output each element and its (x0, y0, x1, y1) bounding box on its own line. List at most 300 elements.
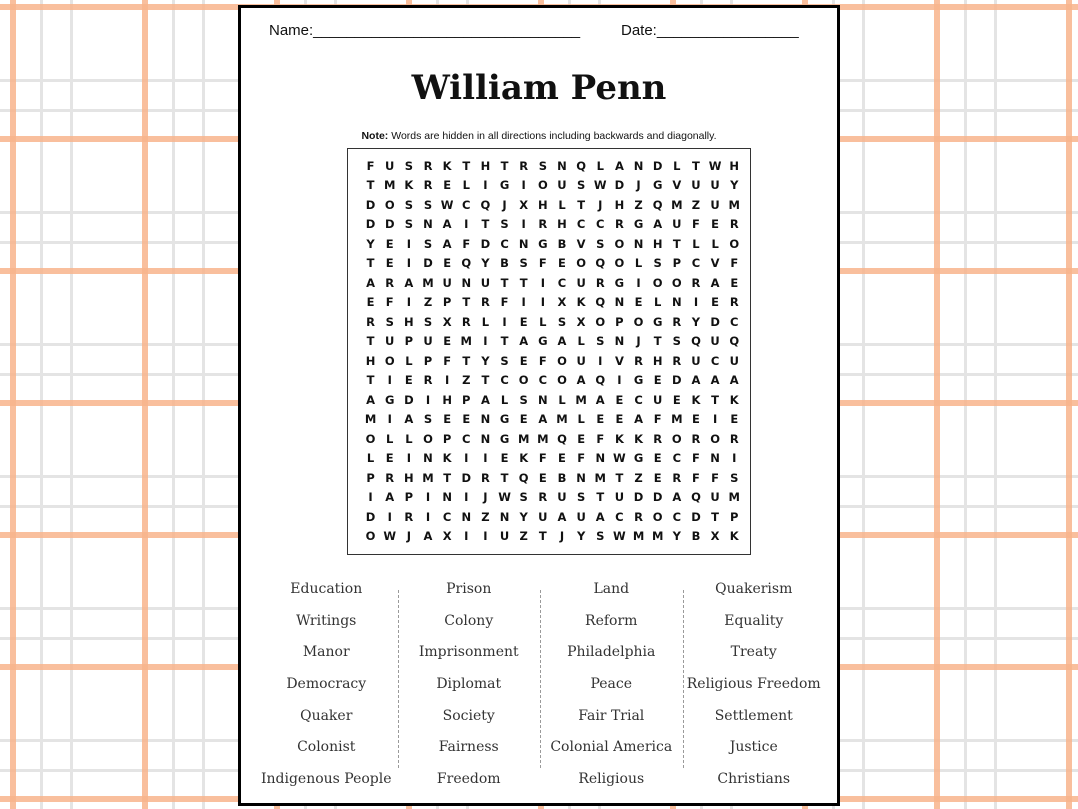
grid-letter: F (653, 412, 662, 427)
grid-row (361, 390, 744, 410)
word-bank-item: Reform (585, 612, 638, 629)
grid-letter: L (405, 353, 413, 368)
worksheet (238, 5, 840, 806)
grid-row (361, 429, 744, 449)
grid-letter: I (387, 373, 392, 388)
grid-letters (361, 156, 744, 546)
grid-letter: N (614, 295, 625, 310)
grid-letter: E (385, 256, 394, 271)
grid-letter: E (366, 295, 375, 310)
grid-letter: K (729, 529, 739, 544)
grid-letter: B (691, 529, 701, 544)
grid-letter: E (443, 178, 452, 193)
grid-letter: O (384, 353, 395, 368)
grid-letter: L (558, 197, 566, 212)
grid-letter: E (519, 353, 528, 368)
grid-letter: F (692, 451, 700, 466)
grid-letter: S (404, 197, 413, 212)
grid-letter: D (633, 490, 644, 505)
grid-letter: E (615, 392, 624, 407)
grid-letter: G (633, 451, 644, 466)
grid-letter: T (481, 217, 490, 232)
grid-letter: O (518, 373, 529, 388)
grid-letter: M (671, 197, 683, 212)
grid-letter: H (404, 314, 414, 329)
grid-letter: E (730, 412, 739, 427)
grid-letter: J (636, 334, 641, 349)
grid-letter: T (711, 392, 720, 407)
name-field: Name:________________________________ (269, 22, 581, 39)
grid-letter: T (653, 334, 662, 349)
grid-letter: I (483, 334, 488, 349)
grid-letter: I (425, 509, 431, 524)
grid-letter: R (729, 295, 739, 310)
grid-letter: X (710, 529, 720, 544)
grid-letter: U (480, 275, 491, 290)
grid-letter: O (614, 236, 625, 251)
grid-letter: I (483, 178, 488, 193)
grid-letter: D (614, 178, 625, 193)
grid-letter: M (517, 431, 530, 446)
grid-letter: E (519, 314, 528, 329)
grid-letter: N (633, 158, 644, 173)
grid-letter: O (365, 431, 376, 446)
grid-letter: I (732, 451, 737, 466)
grid-letter: I (444, 373, 450, 388)
grid-letter: E (443, 334, 452, 349)
word-bank-item: Imprisonment (418, 644, 519, 661)
grid-letter: J (598, 197, 603, 212)
grid-letter: E (730, 275, 739, 290)
grid-letter: K (634, 431, 643, 446)
word-bank-item: Peace (590, 676, 633, 693)
grid-letter: P (442, 431, 452, 446)
grid-row (361, 195, 744, 215)
word-search-grid (347, 148, 751, 555)
grid-letter: A (404, 275, 414, 290)
grid-letter: N (480, 431, 491, 446)
grid-letter: N (595, 451, 606, 466)
grid-letter: K (442, 451, 452, 466)
grid-letter: F (692, 470, 700, 485)
grid-letter: N (633, 236, 644, 251)
grid-letter: C (730, 314, 739, 329)
grid-letter: I (540, 295, 545, 310)
grid-letter: C (538, 373, 548, 388)
grid-letter: S (730, 470, 739, 485)
grid-letter: T (596, 490, 605, 505)
grid-letter: Q (595, 256, 606, 271)
grid-letter: Q (557, 431, 567, 446)
grid-letter: O (652, 275, 663, 290)
grid-letter: A (614, 158, 624, 173)
grid-letter: V (576, 236, 586, 251)
grid-letter: I (425, 490, 431, 505)
word-bank-item: Writings (296, 612, 357, 629)
grid-letter: Z (462, 373, 471, 388)
grid-letter: E (558, 451, 566, 466)
grid-letter: D (652, 158, 663, 173)
grid-letter: U (557, 178, 567, 193)
grid-letter: T (481, 373, 490, 388)
grid-letter: L (481, 314, 490, 329)
grid-letter: M (383, 178, 396, 193)
grid-letter: Q (576, 158, 586, 173)
grid-letter: U (614, 490, 625, 505)
grid-letter: C (710, 353, 720, 368)
grid-letter: E (443, 412, 452, 427)
grid-letter: U (672, 217, 682, 232)
grid-letter: A (538, 412, 548, 427)
word-bank-item: Treaty (730, 644, 777, 661)
page-title: William Penn (411, 68, 667, 108)
grid-letter: I (406, 451, 411, 466)
grid-letter: U (538, 509, 548, 524)
grid-row (361, 527, 744, 547)
grid-row (361, 351, 744, 371)
grid-letter: Z (634, 197, 643, 212)
grid-letter: I (464, 451, 469, 466)
grid-letter: S (576, 490, 586, 505)
grid-letter: U (710, 197, 720, 212)
grid-letter: J (636, 178, 641, 193)
grid-letter: W (440, 197, 454, 212)
grid-letter: H (652, 353, 663, 368)
grid-letter: M (556, 412, 568, 427)
grid-letter: M (671, 412, 683, 427)
grid-letter: H (538, 197, 548, 212)
grid-letter: P (462, 392, 471, 407)
grid-letter: M (422, 275, 434, 290)
grid-letter: C (615, 509, 624, 524)
grid-letter: N (461, 509, 472, 524)
grid-letter: D (672, 373, 682, 388)
grid-letter: Q (595, 373, 606, 388)
grid-letter: M (364, 412, 377, 427)
grid-letter: I (406, 236, 411, 251)
grid-row (361, 371, 744, 391)
grid-letter: S (404, 158, 413, 173)
grid-letter: E (653, 470, 662, 485)
grid-letter: U (385, 158, 395, 173)
grid-letter: D (461, 470, 472, 485)
grid-row (361, 488, 744, 508)
grid-row (361, 468, 744, 488)
grid-letter: C (462, 431, 471, 446)
word-bank-column (255, 574, 398, 788)
grid-letter: M (422, 470, 434, 485)
grid-letter: A (710, 275, 720, 290)
grid-letter: L (462, 178, 470, 193)
instructions-note (241, 130, 837, 142)
grid-letter: Y (519, 509, 528, 524)
grid-letter: Q (652, 197, 663, 212)
word-bank (255, 574, 825, 788)
grid-letter: P (442, 295, 452, 310)
grid-letter: M (575, 392, 587, 407)
grid-letter: E (653, 451, 662, 466)
grid-letter: О (710, 431, 720, 446)
grid-letter: U (442, 275, 452, 290)
grid-letter: T (500, 334, 509, 349)
grid-letter: R (634, 353, 643, 368)
grid-letter: A (557, 509, 567, 524)
grid-letter: T (366, 334, 375, 349)
grid-letter: Q (729, 334, 740, 349)
grid-letter: D (365, 509, 376, 524)
grid-letter: K (614, 431, 624, 446)
grid-letter: I (406, 295, 411, 310)
grid-letter: R (538, 490, 548, 505)
grid-letter: A (595, 509, 605, 524)
grid-letter: S (423, 412, 433, 427)
grid-letter: T (672, 236, 681, 251)
grid-letter: N (423, 217, 433, 232)
grid-letter: E (519, 412, 528, 427)
grid-letter: O (614, 256, 625, 271)
grid-row (361, 234, 744, 254)
grid-letter: D (384, 217, 395, 232)
grid-letter: S (596, 529, 605, 544)
word-bank-item: Diplomat (436, 676, 502, 693)
grid-letter: C (672, 451, 682, 466)
grid-letter: U (710, 178, 720, 193)
grid-letter: T (577, 197, 586, 212)
grid-letter: Y (366, 236, 375, 251)
grid-row (361, 312, 744, 332)
grid-letter: I (483, 451, 488, 466)
grid-letter: I (483, 529, 488, 544)
grid-letter: P (404, 334, 414, 349)
grid-letter: R (423, 373, 433, 388)
grid-letter: V (710, 256, 720, 271)
grid-letter: S (653, 256, 662, 271)
grid-letter: O (365, 529, 376, 544)
grid-letter: C (596, 217, 605, 232)
word-bank-item: Religious Freedom (686, 676, 821, 693)
grid-letter: I (464, 217, 469, 232)
grid-letter: M (632, 529, 645, 544)
grid-letter: B (557, 236, 567, 251)
grid-letter: I (521, 178, 526, 193)
grid-letter: S (672, 334, 681, 349)
grid-letter: F (596, 431, 605, 446)
grid-letter: W (383, 529, 397, 544)
grid-row (361, 273, 744, 293)
grid-letter: T (462, 353, 471, 368)
grid-letter: C (500, 236, 509, 251)
word-bank-column (683, 574, 826, 788)
grid-letter: Q (691, 490, 701, 505)
grid-letter: A (672, 490, 682, 505)
grid-letter: C (462, 197, 471, 212)
grid-letter: I (693, 295, 699, 310)
grid-letter: L (634, 256, 643, 271)
date-field: Date:_________________ (621, 22, 799, 39)
grid-letter: L (386, 431, 394, 446)
grid-letter: I (540, 275, 545, 290)
grid-letter: I (464, 529, 469, 544)
grid-letter: K (576, 295, 586, 310)
grid-letter: U (710, 490, 720, 505)
grid-letter: Q (691, 334, 701, 349)
grid-letter: L (577, 412, 585, 427)
grid-letter: U (653, 392, 663, 407)
grid-letter: Z (519, 529, 528, 544)
grid-letter: R (672, 353, 682, 368)
grid-letter: Y (672, 529, 681, 544)
grid-letter: H (442, 392, 452, 407)
grid-letter: F (538, 451, 547, 466)
grid-letter: R (614, 217, 624, 232)
grid-letter: D (652, 490, 663, 505)
word-bank-item: Settlement (714, 707, 793, 724)
word-bank-item: Justice (729, 739, 778, 756)
grid-letter: L (654, 295, 662, 310)
grid-letter: U (710, 334, 720, 349)
grid-letter: F (500, 295, 509, 310)
grid-letter: T (519, 275, 528, 290)
grid-letter: O (595, 314, 606, 329)
grid-row (361, 254, 744, 274)
grid-letter: X (557, 295, 567, 310)
grid-letter: A (442, 236, 452, 251)
grid-letter: U (576, 275, 586, 290)
grid-letter: B (500, 256, 509, 271)
grid-letter: P (615, 314, 624, 329)
grid-row (361, 176, 744, 196)
grid-letter: I (617, 373, 622, 388)
grid-letter: J (406, 529, 411, 544)
grid-letter: Z (423, 295, 433, 310)
grid-letter: O (671, 275, 682, 290)
grid-letter: C (557, 275, 567, 290)
grid-letter: G (614, 275, 625, 290)
grid-letter: M (460, 334, 472, 349)
grid-letter: E (385, 451, 394, 466)
word-bank-item: Democracy (286, 676, 367, 693)
grid-letter: K (691, 392, 701, 407)
grid-letter: A (595, 392, 605, 407)
word-bank-item: Fairness (438, 739, 499, 756)
grid-letter: A (729, 373, 739, 388)
grid-letter: Y (576, 529, 586, 544)
grid-letter: G (652, 178, 663, 193)
grid-letter: R (519, 158, 529, 173)
grid-letter: L (673, 158, 681, 173)
grid-letter: G (652, 314, 663, 329)
grid-letter: S (423, 236, 433, 251)
grid-letter: O (576, 256, 586, 271)
grid-letter: I (636, 275, 641, 290)
grid-row (361, 293, 744, 313)
grid-letter: S (576, 178, 586, 193)
word-bank-item: Colonial America (550, 739, 673, 756)
grid-letter: I (521, 295, 526, 310)
grid-letter: A (519, 334, 529, 349)
grid-letter: E (404, 373, 413, 388)
grid-letter: E (500, 451, 509, 466)
grid-letter: L (539, 314, 547, 329)
grid-letter: R (366, 314, 375, 329)
grid-letter: M (728, 490, 740, 505)
grid-letter: E (385, 236, 394, 251)
grid-letter: N (672, 295, 682, 310)
word-bank-item: Equality (724, 612, 784, 629)
grid-letter: T (711, 509, 720, 524)
grid-letter: P (404, 490, 414, 505)
grid-row (361, 507, 744, 527)
grid-letter: G (538, 236, 548, 251)
grid-letter: G (499, 431, 510, 446)
grid-letter: E (634, 295, 643, 310)
word-bank-item: Indigenous People (260, 771, 392, 788)
grid-letter: W (708, 158, 722, 173)
grid-letter: L (577, 334, 585, 349)
grid-letter: A (480, 392, 490, 407)
grid-letter: T (366, 256, 375, 271)
grid-letter: Q (461, 256, 472, 271)
grid-row (361, 449, 744, 469)
grid-letter: L (366, 451, 375, 466)
grid-letter: R (729, 431, 739, 446)
grid-letter: O (384, 197, 395, 212)
word-bank-item: Freedom (436, 771, 501, 788)
grid-letter: E (462, 412, 471, 427)
grid-letter: L (596, 158, 604, 173)
grid-letter: M (594, 470, 606, 485)
grid-letter: D (691, 509, 701, 524)
word-bank-item: Christians (717, 771, 791, 788)
grid-letter: S (519, 392, 528, 407)
grid-letter: E (558, 256, 566, 271)
grid-letter: R (423, 158, 433, 173)
word-bank-item: Colonist (297, 739, 356, 756)
grid-letter: F (385, 295, 394, 310)
grid-letter: H (557, 217, 567, 232)
grid-letter: W (498, 490, 511, 505)
grid-letter: B (557, 470, 567, 485)
grid-letter: S (404, 217, 413, 232)
grid-letter: I (368, 490, 373, 505)
grid-letter: I (406, 256, 411, 271)
grid-letter: D (710, 314, 720, 329)
grid-letter: S (538, 158, 547, 173)
grid-letter: A (557, 334, 567, 349)
grid-letter: H (480, 158, 491, 173)
grid-letter: R (461, 314, 471, 329)
grid-letter: F (538, 256, 547, 271)
grid-letter: F (366, 158, 375, 173)
grid-letter: U (557, 490, 567, 505)
grid-letter: J (559, 529, 565, 544)
grid-letter: R (691, 275, 701, 290)
grid-letter: L (558, 392, 566, 407)
grid-letter: E (577, 431, 586, 446)
grid-letter: H (729, 158, 740, 173)
grid-letter: S (385, 314, 394, 329)
note-label: Note: (361, 130, 389, 142)
grid-letter: C (500, 373, 509, 388)
grid-letter: S (423, 314, 433, 329)
grid-letter: F (692, 217, 700, 232)
grid-letter: D (365, 217, 376, 232)
grid-row (361, 332, 744, 352)
grid-letter: Z (481, 509, 490, 524)
grid-letter: T (538, 529, 547, 544)
grid-letter: A (634, 412, 643, 427)
grid-letter: E (538, 470, 547, 485)
